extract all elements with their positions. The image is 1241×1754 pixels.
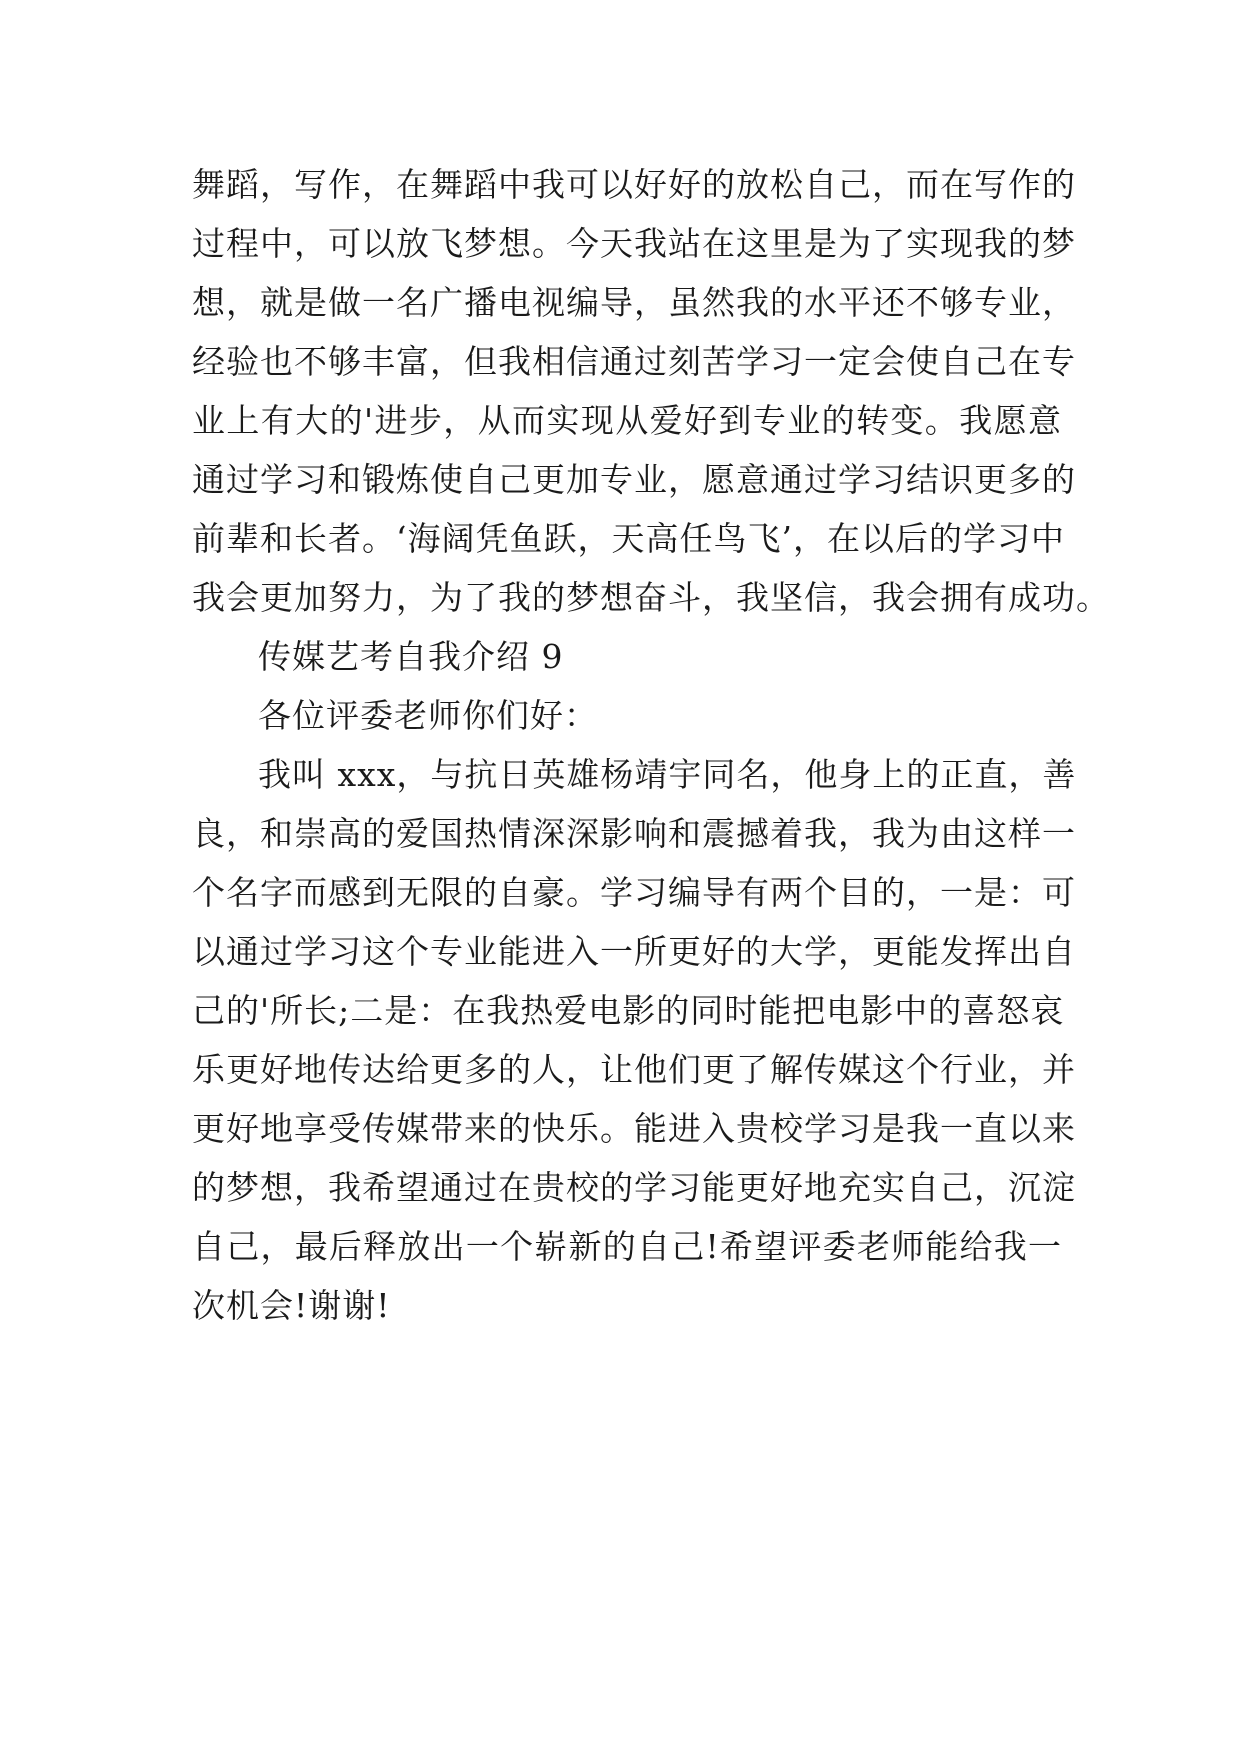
paragraph-line: 更好地享受传媒带来的快乐。能进入贵校学习是我一直以来: [192, 1109, 1076, 1148]
paragraph-line: 过程中，可以放飞梦想。今天我站在这里是为了实现我的梦: [192, 224, 1076, 263]
paragraph-line: 我会更加努力，为了我的梦想奋斗，我坚信，我会拥有成功。: [192, 578, 1110, 617]
paragraph-line: 通过学习和锻炼使自己更加专业，愿意通过学习结识更多的: [192, 460, 1076, 499]
paragraph-line: 个名字而感到无限的自豪。学习编导有两个目的，一是：可: [192, 873, 1076, 912]
paragraph-line: 自己，最后释放出一个崭新的自己!希望评委老师能给我一: [192, 1227, 1062, 1266]
paragraph-line: 经验也不够丰富，但我相信通过刻苦学习一定会使自己在专: [192, 342, 1076, 381]
paragraph-line: 前辈和长者。‘海阔凭鱼跃，天高任鸟飞’，在以后的学习中: [192, 519, 1065, 558]
paragraph-line: 业上有大的'进步，从而实现从爱好到专业的转变。我愿意: [192, 401, 1062, 440]
paragraph-line: 乐更好地传达给更多的人，让他们更了解传媒这个行业，并: [192, 1050, 1076, 1089]
paragraph-line: 舞蹈，写作，在舞蹈中我可以好好的放松自己，而在写作的: [192, 165, 1076, 204]
greeting-line: 各位评委老师你们好：: [258, 696, 598, 735]
paragraph-line: 我叫 xxx，与抗日英雄杨靖宇同名，他身上的正直，善: [258, 755, 1077, 794]
paragraph-line: 次机会!谢谢!: [192, 1286, 391, 1325]
paragraph-line: 的梦想，我希望通过在贵校的学习能更好地充实自己，沉淀: [192, 1168, 1076, 1207]
paragraph-line: 己的'所长;二是：在我热爱电影的同时能把电影中的喜怒哀: [192, 991, 1065, 1030]
paragraph-line: 良，和崇高的爱国热情深深影响和震撼着我，我为由这样一: [192, 814, 1076, 853]
paragraph-line: 想，就是做一名广播电视编导，虽然我的水平还不够专业，: [192, 283, 1076, 322]
paragraph-line: 以通过学习这个专业能进入一所更好的大学，更能发挥出自: [192, 932, 1076, 971]
section-heading: 传媒艺考自我介绍 9: [258, 637, 564, 676]
